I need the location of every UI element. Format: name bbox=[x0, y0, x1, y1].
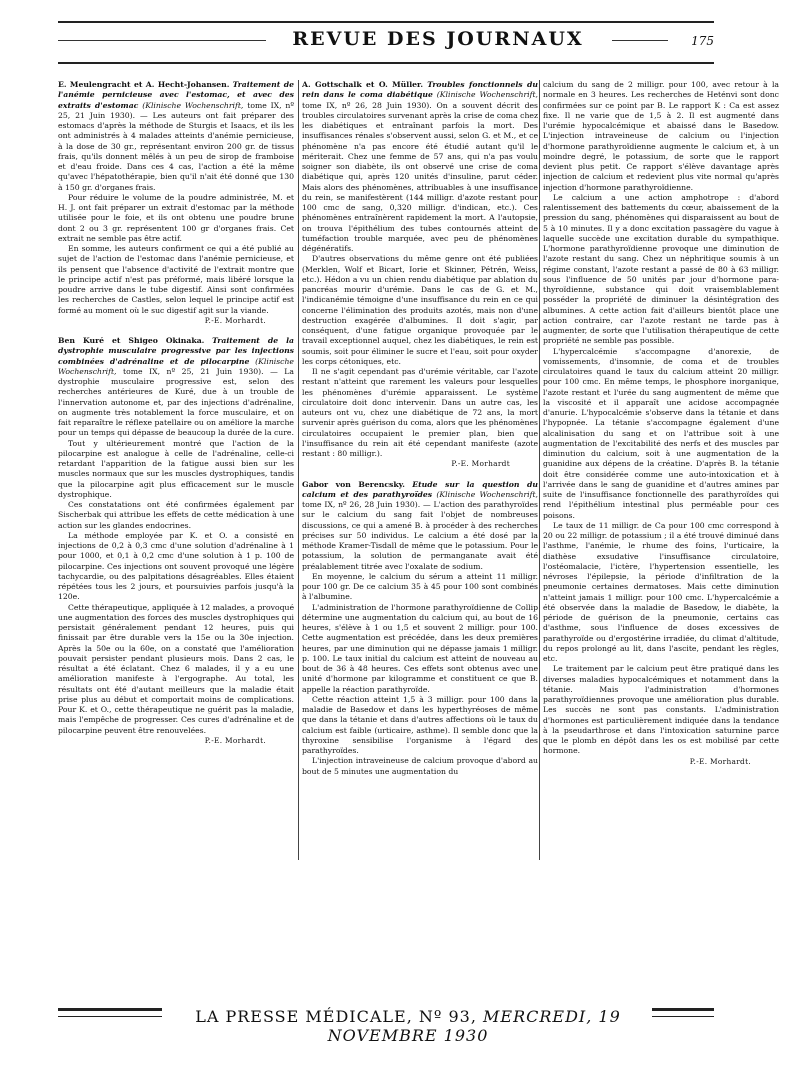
header-right-rule bbox=[612, 40, 668, 41]
article-paragraph: Cette réaction atteint 1,5 à 3 milligr. pour 100 dans la maladie de Basedow et dans les hyperthyréoses de même que dans la tétanie et dans d'autres affections où le taux du calcium est faible (urticaire, asthme). Il semble donc que la thyroxine sensibilise l'organisme à l'égard des parathyroïdes. bbox=[302, 694, 538, 755]
column-3 bbox=[543, 80, 779, 862]
running-title: REVUE DES JOURNAUX bbox=[292, 28, 584, 50]
page-number: 175 bbox=[691, 34, 714, 48]
column-separator bbox=[298, 80, 299, 860]
article-paragraph: Pour réduire le volume de la poudre administrée, M. et H. J. ont fait préparer un extrait d'estomac par la méthode utilisée pour le foie, et ils ont obtenu une poudre brune dont 2 ou 3 gr. représentent 100 gr d'organes frais. Cet extrait ne semble pas être actif. bbox=[58, 192, 294, 243]
article-journal: (Klinische Wochenschrift, bbox=[436, 489, 538, 499]
article-paragraph: L'hypercalcémie s'accompagne d'anorexie, de vomissements, d'insomnie, de coma et de troubles circulatoires quand le taux du calcium atteint 20 milligr. pour 100 cmc. En même temps, le phosphore inorganique, l'azote restant et l'urée du sang augmentent de même que la viscosité et il apparaît une acidose accompagnée d'anurie. L'hypocalcémie s'observe dans la tétanie et dans l'hypopnée. La tétanie s'accompagne également d'une alcalinisation du sang et on l'attribue soit à une augmentation de l'excitabilité des nerfs et des muscles par diminution du calcium, soit à une augmentation de la guanidine aux dépens de la créatine. D'après B. la tétanie doit être considérée comme une auto-intoxication et à l'arrivée dans le sang de guanidine et d'autres amines par suite de l'insuffisance fonctionnelle des parathyroïdes qui rend l'épithélium intestinal plus perméable pour ces poisons. bbox=[543, 346, 779, 520]
column-separator bbox=[539, 80, 540, 860]
article-signature: P.-E. Morhardt bbox=[451, 459, 510, 469]
article-paragraph: Tout y ultérieurement montré que l'action de la pilocarpine est analogue à celle de l'adrénaline, celle-ci retardant l'apparition de la fatigue aussi bien sur les muscles normaux que sur les muscles dystrophiques, tandis que la pilocarpine agit plus efficacement sur le muscle dystrophique. bbox=[58, 438, 294, 499]
header-bottom-rule bbox=[58, 62, 714, 64]
article-paragraph: Ces constatations ont été confirmées également par Sischerbak qui attribue les effets de cette médication à une action sur les glandes endocrines. bbox=[58, 500, 294, 530]
header-left-rule bbox=[58, 40, 266, 41]
article-journal: (Klinische Wochenschrift, bbox=[58, 356, 294, 376]
footer-date: MERCREDI, 19 NOVEMBRE 1930 bbox=[327, 1007, 621, 1045]
article-paragraph: D'autres observations du même genre ont été publiées (Merklen, Wolf et Bicart, Iorie et Skinner, Pétrén, Weiss, etc.). Hédon a vu un chien rendu diabétique par ablation du pancréas mourir d'urémie. Dans le cas de G. et M., l'indicanémie témoigne d'une insuffisance du rein en ce qui concerne l'élimination des produits azotés, mais non d'une destruction exagérée d'albumines. Il doit s'agir, par conséquent, d'une fatigue organique provoquée par le travail exceptionnel auquel, chez les diabétiques, le rein est soumis, soit pour éliminer le sucre et l'eau, soit pour oxyder les corps cétoniques, etc. bbox=[302, 254, 538, 366]
article-paragraph: Il ne s'agit cependant pas d'urémie véritable, car l'azote restant n'atteint que rarement les valeurs pour lesquelles les phénomènes d'urémie apparaissent. Le système circulatoire doit donc intervenir. Dans un autre cas, les auteurs ont vu, chez une diabétique de 72 ans, la mort survenir après guérison du coma, alors que les phénomènes circulatoires occupaient le premier plan, bien que l'insuffisance du rein ait été cependant manifeste (azote restant : 80 milligr.). bbox=[302, 367, 538, 458]
article-title: Traitement de la dystrophie musculaire progressive par les injections combinées d'adrénaline et de pilocarpine bbox=[58, 336, 294, 366]
article-journal: (Klinische Wochenschrift, bbox=[142, 100, 244, 110]
article-paragraph: La méthode employée par K. et O. a consisté en injections de 0,2 à 0,3 cmc d'une solution d'adrénaline à 1 pour 1000, et 0,1 à 0,2 cmc d'une solution à 1 p. 100 de pilocarpine. Ces injections ont souvent provoqué une légère tachycardie, ou des palpitations désagréables. Elles étaient répétées tous les 2 jours, et poursuivies parfois jusqu'à la 120e. bbox=[58, 530, 294, 602]
footer-line bbox=[168, 1007, 648, 1045]
article-title: Etude sur la question du calcium et des parathyroïdes bbox=[302, 479, 538, 499]
article-authors: E. Meulengracht et A. Hecht-Johansen. bbox=[58, 80, 230, 89]
article-citation: tome IX, nº 25, 21 Juin 1930). — bbox=[58, 100, 294, 120]
article-lead bbox=[58, 336, 294, 439]
article-paragraph: Le traitement par le calcium peut être pratiqué dans les diverses maladies hypocalcémiques et notamment dans la tétanie. Mais l'administration d'hormones parathyroïdiennes provoque une amélioration plus durable. Les succès ne sont pas constants. L'administration d'hormones est particulièrement indiquée dans la tendance à la pseudarthrose et dans l'intoxication saturnine parce que le plomb en dépôt dans les os est mobilisé par cette hormone. bbox=[543, 664, 779, 756]
article-lead bbox=[302, 80, 538, 254]
article bbox=[58, 336, 294, 746]
article-journal: (Klinische Wochenschrift, bbox=[436, 90, 538, 100]
article-paragraph: L'administration de l'hormone parathyroïdienne de Collip détermine une augmentation du calcium qui, au bout de 16 heures, s'élève à 1 ou 1,5 et souvent 2 milligr. pour 100. Cette augmentation est précédée, dans les deux premières heures, par une diminution qui ne dépasse jamais 1 milligr. p. 100. Le taux initial du calcium est atteint de nouveau au bout de 36 à 48 heures. Ces effets sont obtenus avec une unité d'hormone par kilogramme et constituent ce que B. appelle la réaction parathyroïde. bbox=[302, 602, 538, 694]
column-2 bbox=[302, 80, 538, 862]
article-paragraph: Cette thérapeutique, appliquée à 12 malades, a provoqué une augmentation des forces des muscles dystrophiques qui persistait généralement pendant 12 heures, puis qui finissait par être durable vers la 15e ou la 30e injection. Après la 50e ou la 60e, on a constaté que l'amélioration pouvait persister pendant plusieurs mois. Dans 2 cas, le résultat a été éclatant. Chez 6 malades, il y a eu une amélioration manifeste à l'ergographe. Au total, les résultats ont été d'autant meilleurs que la maladie était prise plus au début et comportait moins de complications. Pour K. et O., cette thérapeutique ne guérit pas la maladie, mais l'empêche de progresser. Ces cures d'adrénaline et de pilocarpine peuvent être renouvelées. bbox=[58, 602, 294, 735]
column-1 bbox=[58, 80, 294, 862]
article-paragraph: Le taux de 11 milligr. de Ca pour 100 cmc correspond à 20 ou 22 milligr. de potassium ; il a été trouvé diminué dans l'asthme, l'anémie, le rhume des foins, l'urticaire, la diathèse exsudative l'insuffisance circulatoire, l'ostéomalacie, l'ictère, l'hypertension essentielle, les névroses l'épilepsie, la période d'infiltration de la pneumonie certaines dermatoses. Mais cette diminution n'atteint jamais 1 milligr. pour 100 cmc. L'hypercalcémie a été observée dans la maladie de Basedow, le diabète, la période de guérison de la pneumonie, certains cas d'asthme, sous l'influence de doses excessives de parathyroïde ou d'ergostérine irradiée, du climat d'altitude, du repos prolongé au lit, dans l'ascite, pendant les règles, etc. bbox=[543, 520, 779, 663]
article-citation: tome IX, nº 26, 28 Juin 1930). — bbox=[302, 500, 431, 509]
article-signature: P.-E. Morhardt. bbox=[689, 756, 751, 766]
article-paragraph: On a souvent décrit des troubles circulatoires survenant après la crise de coma chez les diabétiques et entraînant parfois la mort. Des insuffisances rénales s'observent aussi, selon G. et M., et ce phénomène n'a pas encore été étudié autant qu'il le mériterait. Chez une femme de 57 ans, qui n'a pas voulu soigner son diabète, ils ont observé une crise de coma diabétique qui, après 120 unités d'insuline, parut céder. Mais alors des phénomènes, attribuables à une insuffisance du rein, se manifestèrent (144 milligr. d'azote restant pour 100 cmc de sang, 0,320 milligr. d'indican, etc.). Ces phénomènes entraînèrent rapidement la mort. A l'autopsie, on trouva l'épithélium des tubes contournés atteint de tuméfaction trouble marquée, avec peu de phénomènes dégénératifs. bbox=[302, 100, 538, 253]
footer-left-rule bbox=[58, 1008, 162, 1011]
footer-right-rule-2 bbox=[652, 1016, 714, 1017]
article-paragraph: En moyenne, le calcium du sérum a atteint 11 milligr. pour 100 gr. De ce calcium 35 à 45 pour 100 sont combinés à l'albumine. bbox=[302, 571, 538, 602]
article-paragraph: La dystrophie musculaire progressive est, selon des recherches antérieures de Kuré, due à un trouble de l'innervation autonome et, par des injections d'adrénaline, on augmente très notablement la force musculaire, et on fait reparaître le réflexe patellaire ou on améliore la marche pour un temps qui dépasse de beaucoup la durée de la cure. bbox=[58, 366, 294, 438]
footer-right-rule bbox=[652, 1008, 714, 1011]
article-authors: Ben Kuré et Shigeo Okinaka. bbox=[58, 336, 205, 345]
footer-publication: LA PRESSE MÉDICALE, Nº 93, bbox=[195, 1007, 477, 1026]
article-paragraph: En somme, les auteurs confirment ce qui a été publié au sujet de l'action de l'estomac dans l'anémie pernicieuse, et ils pensent que l'absence d'activité de l'extrait montre que le principe actif n'est pas préformé, mais libéré lorsque la poudre arrive dans le tube digestif. Ainsi sont confirmées les recherches de Castles, selon lequel le principe actif est formé au moment où le suc digestif agit sur la viande. bbox=[58, 244, 294, 315]
article-title: Traitement de l'anémie pernicieuse avec l'estomac, et avec des extraits d'estomac bbox=[58, 80, 294, 110]
article bbox=[58, 80, 294, 326]
article-paragraph: Le calcium a une action amphotrope : d'abord ralentissement des battements du cœur, abaissement de la pression du sang, phénomènes qui disparaissent au bout de 5 à 10 minutes. Il y a donc excitation passagère du vague à laquelle succède une excitation durable du sympathique. L'hormone parathyroïdienne provoque une diminution de l'azote restant du sang. Chez un néphritique soumis à un régime constant, l'azote restant a passé de 80 à 63 milligr. sous l'influence de 50 unités par jour d'hormone para-thyroïdienne, substance qui doit vraisemblablement posséder la propriété de diminuer la désintégration des albumines. A cette action fait d'ailleurs bientôt place une action contraire, car l'azote restant ne tarde pas à augmenter, de sorte que l'utilisation thérapeutique de cette propriété ne semble pas possible. bbox=[543, 192, 779, 346]
header-top-rule bbox=[58, 21, 714, 23]
article-paragraph: L'injection intraveineuse de calcium provoque d'abord au bout de 5 minutes une augmentation du bbox=[302, 756, 538, 776]
footer-left-rule-2 bbox=[58, 1016, 162, 1017]
article bbox=[302, 480, 538, 777]
article-paragraph: L'action des parathyroïdes sur le calcium du sang fait l'objet de nombreuses discussions, ce qui a amené B. à procéder à des recherches précises sur 50 individus. Le calcium a été dosé par la méthode Kramer-Tisdall de même que le potassium. Pour le potassium, la solution de permanganate avait été préalablement titrée avec l'oxalate de sodium. bbox=[302, 500, 538, 571]
article bbox=[302, 80, 538, 470]
article-title: Troubles fonctionnels du rein dans le coma diabétique bbox=[302, 80, 538, 100]
article-lead bbox=[302, 480, 538, 572]
article-paragraph: calcium du sang de 2 milligr. pour 100, avec retour à la normale en 3 heures. Les recherches de Heténvi sont donc confirmées sur ce point par B. Le rapport K : Ca est assez fixe. Il ne varie que de 1,5 à 2. Il est augmenté dans l'urémie hypocalcémique et abaissé dans le Basedow. L'injection intraveineuse de calcium ou l'injection d'hormone parathyroïdienne augmente le calcium et, à un moindre degré, le potassium, de sorte que le rapport devient plus petit. Ce rapport s'élève davantage après injection de calcium et redevient plus vite normal qu'après injection d'hormone parathyroïdienne. bbox=[543, 80, 779, 192]
article-paragraph: Les auteurs ont fait préparer des estomacs d'après la méthode de Sturgis et Isaacs, et ils les ont administrés à 4 malades atteints d'anémie pernicieuse, à la dose de 30 gr., représentant environ 200 gr. de tissus frais, qu'ils donnent mêlés à un peu de sirop de framboise et d'eau froide. Dans ces 4 cas, l'action a été la même qu'avec l'hépatothérapie, bien qu'il n'ait été donné que 130 à 150 gr. d'organes frais. bbox=[58, 110, 294, 192]
article-signature: P.-E. Morhardt. bbox=[204, 735, 266, 745]
article-signature: P.-E. Morhardt. bbox=[204, 315, 266, 325]
article-authors: A. Gottschalk et O. Müller. bbox=[302, 80, 424, 89]
article-citation: tome IX, nº 26, 28 Juin 1930). bbox=[302, 100, 432, 110]
article-lead bbox=[58, 80, 294, 193]
article-authors: Gabor von Berencsky. bbox=[302, 479, 405, 489]
article-citation: tome IX, nº 25, 21 Juin 1930). — bbox=[123, 366, 278, 376]
article-continuation bbox=[543, 80, 779, 767]
